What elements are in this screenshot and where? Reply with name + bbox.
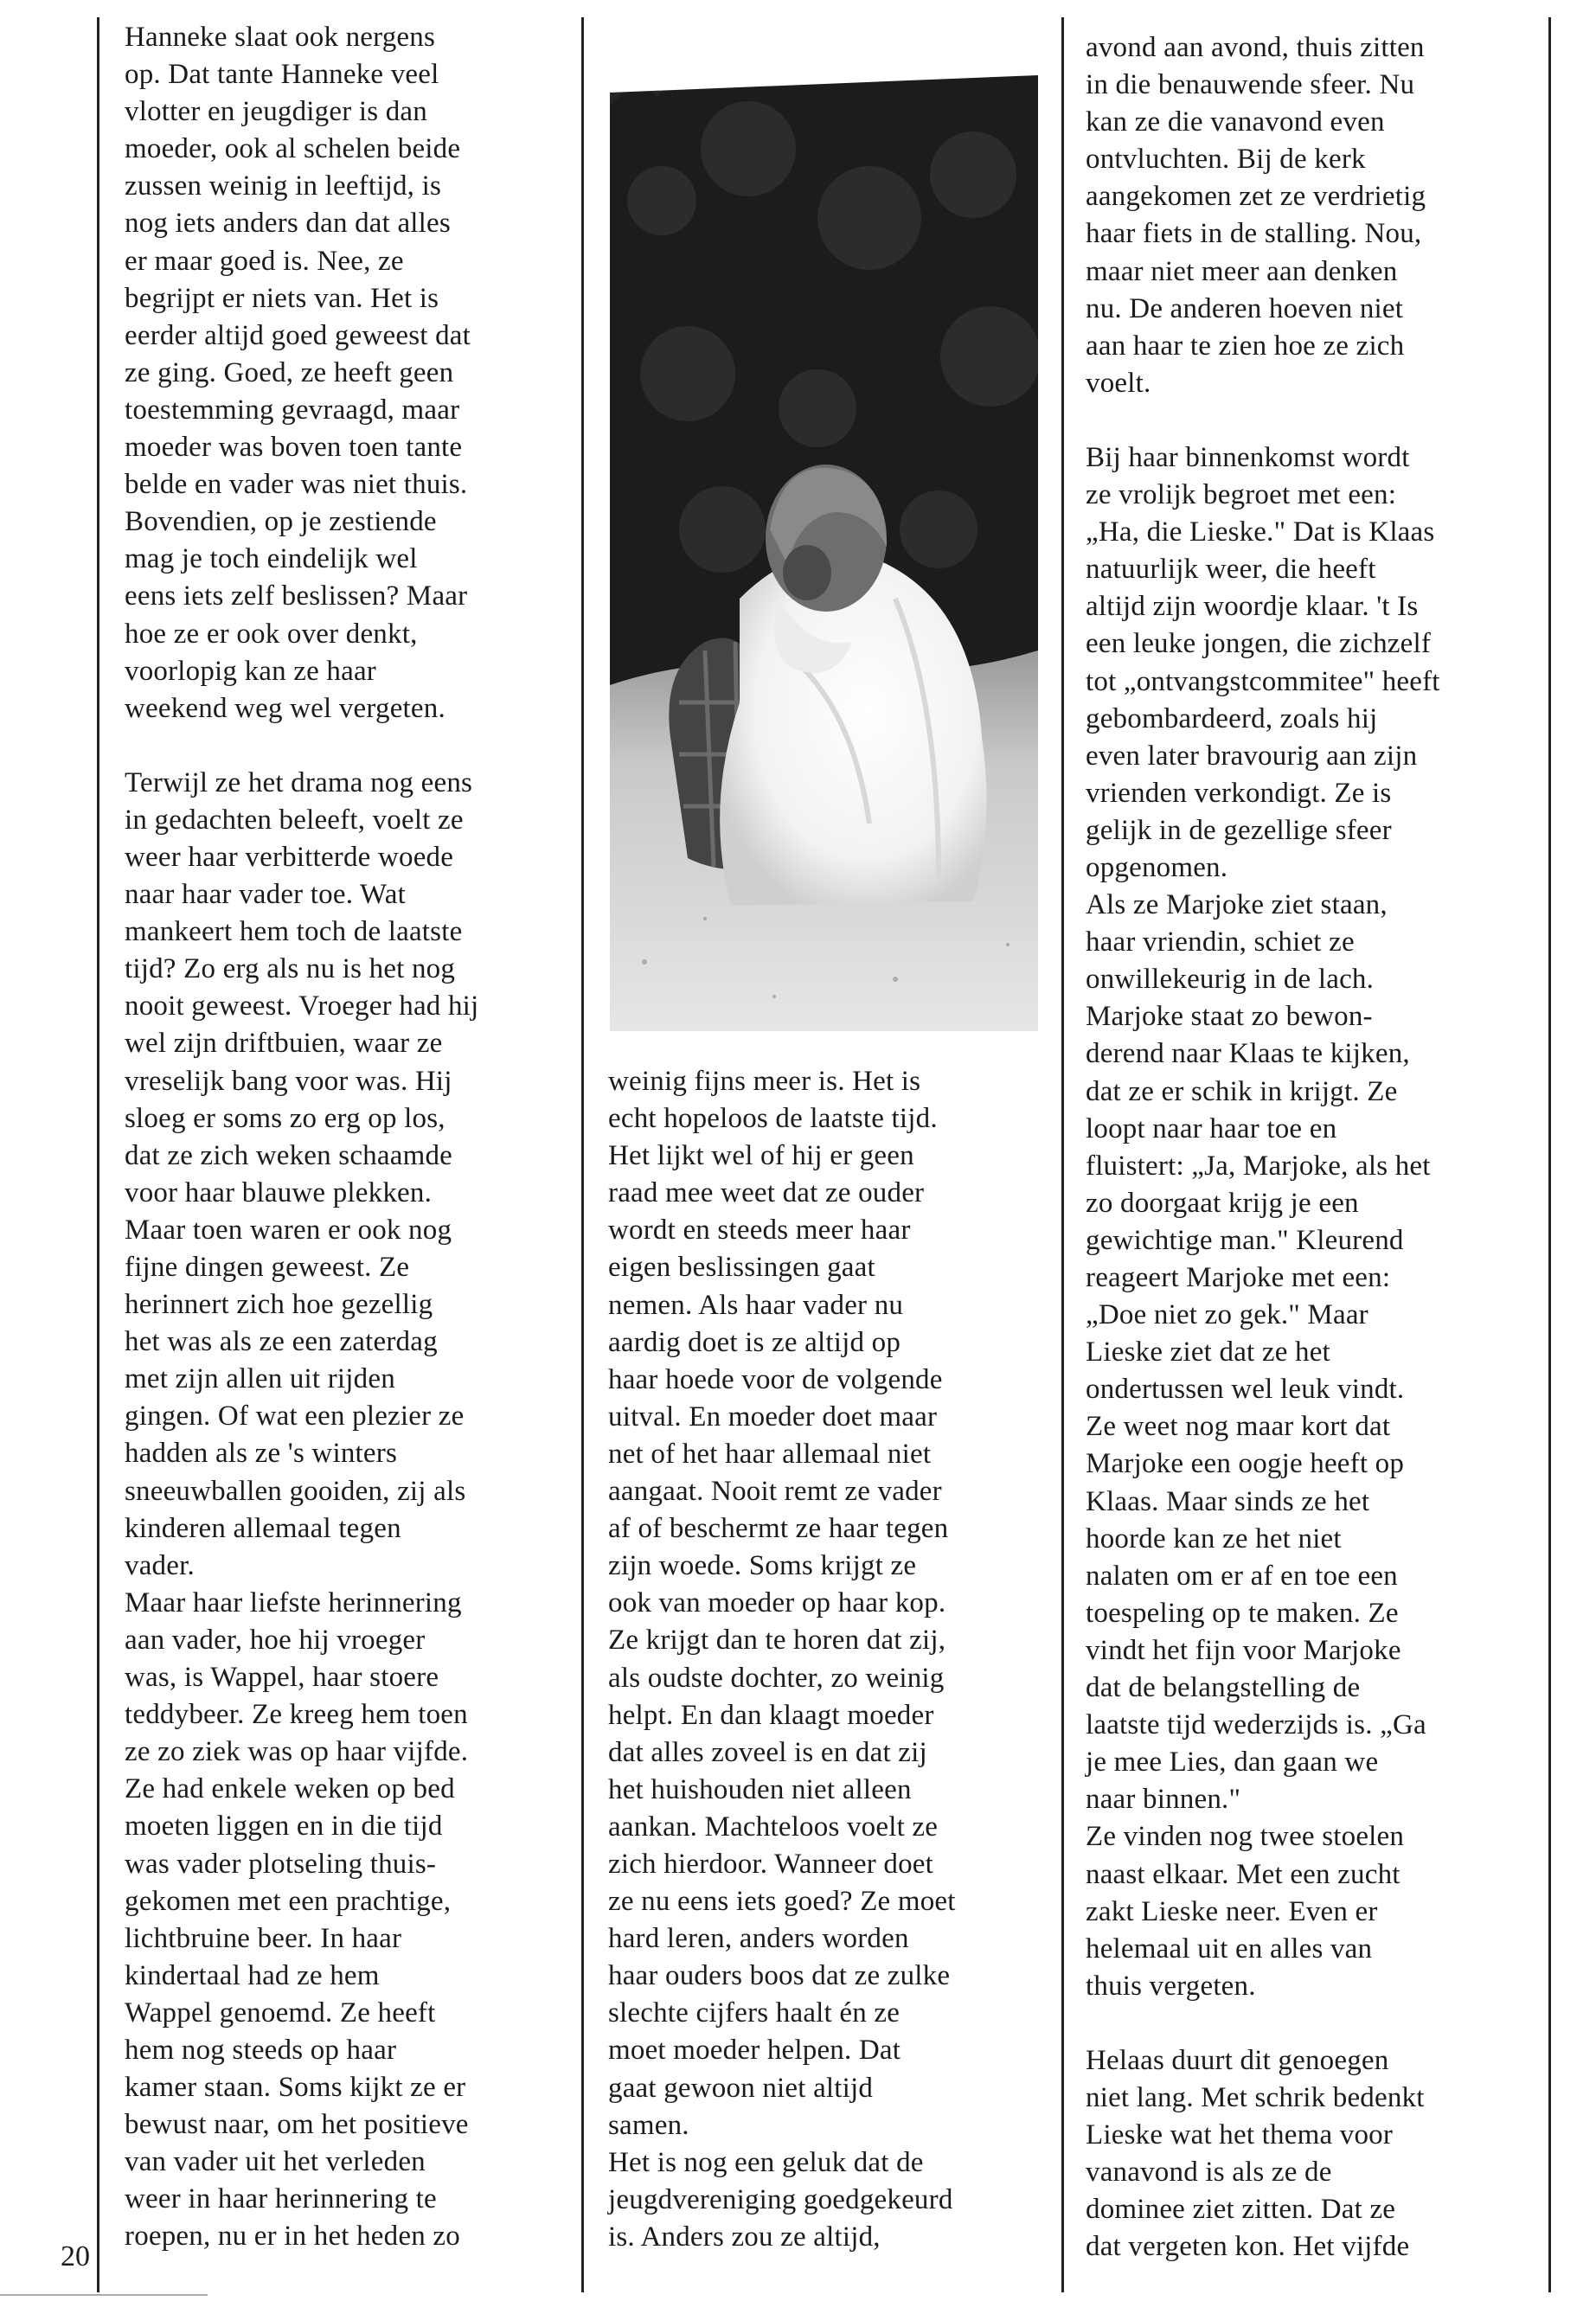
photo-illustration [610,45,1038,1031]
column-rule-middle-left [581,17,584,2292]
photo-girl-on-sand [610,45,1038,1031]
paragraph: Hanneke slaat ook nergens op. Dat tante Hanneke veel vlotter en jeugdiger is dan moeder, ook al schelen beide zussen weinig in leeftijd, is nog iets anders dan dat alles er maar goed is. Nee, ze begrijpt er niets van. Het is eerder altijd goed geweest dat ze ging. Goed, ze heeft geen toestemming gevraagd, maar moeder was boven toen tante belde en vader was niet thuis. Bovendien, op je zestiende mag je toch eindelijk wel eens iets zelf beslissen? Maar hoe ze er ook over denkt, voorlopig kan ze haar weekend weg wel vergeten. [125,22,471,724]
paragraph: avond aan avond, thuis zitten in die benauwende sfeer. Nu kan ze die vanavond even ontvluchten. Bij de kerk aangekomen zet ze verdrietig haar fiets in de stalling. Nou, maar niet meer aan denken nu. De anderen hoeven niet aan haar te zien hoe ze zich voelt. [1086,32,1426,399]
paragraph: Ze vinden nog twee stoelen naast elkaar. Met een zucht zakt Lieske neer. Even er helemaal uit en alles van thuis vergeten. [1086,1821,1405,2002]
column-rule-right [1548,17,1551,2292]
text-column-3 [1086,29,1535,2266]
paragraph: Maar haar liefste herinnering aan vader, hoe hij vroeger was, is Wappel, haar stoere teddybeer. Ze kreeg hem toen ze zo ziek was op haar vijfde. Ze had enkele weken op bed moeten liggen en in die tijd was vader plotseling thuis- gekomen met een prachtige, lichtbruine beer. In haar kindertaal had ze hem Wappel genoemd. Ze heeft hem nog steeds op haar kamer staan. Soms kijkt ze er bewust naar, om het positieve van vader uit het verleden weer in haar herinnering te roepen, nu er in het heden zo [125,1586,469,2253]
footer-line [0,2294,208,2296]
column-rule-middle-right [1061,17,1064,2292]
column-rule-left [97,17,99,2292]
paragraph: Als ze Marjoke ziet staan, haar vriendin, schiet ze onwillekeurig in de lach. Marjoke staat zo bewon- derend naar Klaas te kijken, dat ze er schik in krijgt. Ze loopt naar haar toe en fluistert: „Ja, Marjoke, als het zo doorgaat krijg je een gewichtige man." Kleurend reageert Marjoke met een: „Doe niet zo gek." Maar Lieske ziet dat ze het ondertussen wel leuk vindt. Ze weet nog maar kort dat Marjoke een oogje heeft op Klaas. Maar sinds ze het hoorde kan ze het niet nalaten om er af en toe een toespeling op te maken. Ze vindt het fijn voor Marjoke dat de belangstelling de laatste tijd wederzijds is. „Ga je mee Lies, dan gaan we naar binnen." [1086,889,1431,1816]
paragraph: Helaas duurt dit genoegen niet lang. Met schrik bedenkt Lieske wat het thema voor vanavond is als ze de dominee ziet zitten. Dat ze dat vergeten kon. Het vijfde [1086,2044,1425,2263]
paragraph: weinig fijns meer is. Het is echt hopeloos de laatste tijd. Het lijkt wel of hij er geen raad mee weet dat ze ouder wordt en steeds meer haar eigen beslissingen gaat nemen. Als haar vader nu aardig doet is ze altijd op haar hoede voor de volgende uitval. En moeder doet maar net of het haar allemaal niet aangaat. Nooit remt ze vader af of beschermt ze haar tegen zijn woede. Soms krijgt ze ook van moeder op haar kop. Ze krijgt dan te horen dat zij, als oudste dochter, zo weinig helpt. En dan klaagt moeder dat alles zoveel is en dat zij het huishouden niet alleen aankan. Machteloos voelt ze zich hierdoor. Wanneer doet ze nu eens iets goed? Ze moet hard leren, anders worden haar ouders boos dat ze zulke slechte cijfers haalt én ze moet moeder helpen. Dat gaat gewoon niet altijd samen. [608,1066,956,2141]
paragraph: Bij haar binnenkomst wordt ze vrolijk begroet met een: „Ha, die Lieske." Dat is Klaas natuurlijk weer, die heeft altijd zijn woordje klaar. 't Is een leuke jongen, die zichzelf tot „ontvangstcommitee" heeft gebombardeerd, zoals hij even later bravourig aan zijn vrienden verkondigt. Ze is gelijk in de gezellige sfeer opgenomen. [1086,441,1440,883]
paragraph: Terwijl ze het drama nog eens in gedachten beleeft, voelt ze weer haar verbitterde woede naar haar vader toe. Wat mankeert hem toch de laatste tijd? Zo erg als nu is het nog nooit geweest. Vroeger had hij wel zijn driftbuien, waar ze vreselijk bang voor was. Hij sloeg er soms zo erg op los, dat ze zich weken schaamde voor haar blauwe plekken. Maar toen waren er ook nog fijne dingen geweest. Ze herinnert zich hoe gezellig het was als ze een zaterdag met zijn allen uit rijden gingen. Of wat een plezier ze hadden als ze 's winters sneeuwballen gooiden, zij als kinderen allemaal tegen vader. [125,766,479,1581]
paragraph: Het is nog een geluk dat de jeugdvereniging goedgekeurd is. Anders zou ze altijd, [608,2146,953,2253]
text-column-1 [125,19,566,2256]
text-column-2 [608,1063,1042,2256]
page-number: 20 [61,2240,90,2272]
